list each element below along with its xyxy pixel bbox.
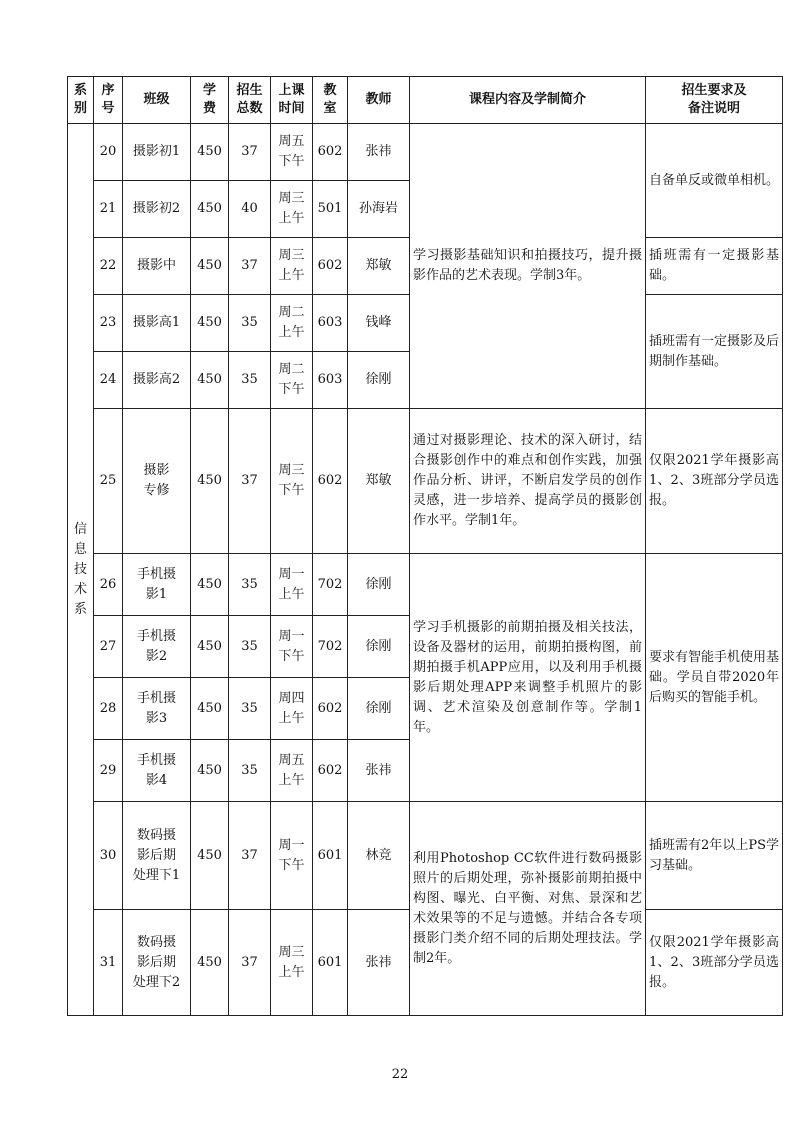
row-class: 手机摄 影2 bbox=[123, 616, 191, 678]
header-fee: 学 费 bbox=[191, 77, 229, 124]
header-content: 课程内容及学制简介 bbox=[410, 77, 646, 124]
note-2: 插班需有一定摄影基础。 bbox=[646, 238, 783, 295]
row-class: 手机摄 影3 bbox=[123, 678, 191, 740]
table-row bbox=[68, 802, 783, 910]
row-no: 30 bbox=[94, 802, 123, 910]
table-row bbox=[68, 554, 783, 616]
note-6: 插班需有2年以上PS学习基础。 bbox=[646, 802, 783, 910]
header-quota: 招生 总数 bbox=[229, 77, 271, 124]
row-time: 周二 上午 bbox=[271, 295, 313, 352]
header-dept: 系 别 bbox=[68, 77, 94, 124]
course-table bbox=[67, 76, 783, 1016]
row-room: 602 bbox=[313, 678, 348, 740]
row-fee: 450 bbox=[191, 554, 229, 616]
row-quota: 35 bbox=[229, 740, 271, 802]
header-notes: 招生要求及 备注说明 bbox=[646, 77, 783, 124]
row-fee: 450 bbox=[191, 910, 229, 1016]
row-teacher: 徐刚 bbox=[348, 678, 410, 740]
row-fee: 450 bbox=[191, 181, 229, 238]
row-quota: 35 bbox=[229, 678, 271, 740]
row-fee: 450 bbox=[191, 238, 229, 295]
row-room: 601 bbox=[313, 802, 348, 910]
content-advanced: 通过对摄影理论、技术的深入研讨，结合摄影创作中的难点和创作实践，加强作品分析、讲评，不断启发学员的创作灵感，进一步培养、提高学员的摄影创作水平。学制1年。 bbox=[410, 409, 646, 554]
row-quota: 35 bbox=[229, 295, 271, 352]
row-teacher: 张祎 bbox=[348, 910, 410, 1016]
row-class: 数码摄 影后期 处理下2 bbox=[123, 910, 191, 1016]
row-time: 周五 下午 bbox=[271, 124, 313, 181]
row-time: 周一 上午 bbox=[271, 554, 313, 616]
row-class: 手机摄 影1 bbox=[123, 554, 191, 616]
row-quota: 37 bbox=[229, 802, 271, 910]
table-row bbox=[68, 409, 783, 554]
row-time: 周三 上午 bbox=[271, 238, 313, 295]
row-room: 601 bbox=[313, 910, 348, 1016]
row-quota: 40 bbox=[229, 181, 271, 238]
row-quota: 35 bbox=[229, 616, 271, 678]
row-fee: 450 bbox=[191, 124, 229, 181]
row-room: 603 bbox=[313, 352, 348, 409]
row-time: 周三 下午 bbox=[271, 409, 313, 554]
note-4: 仅限2021学年摄影高1、2、3班部分学员选报。 bbox=[646, 409, 783, 554]
content-digital: 利用Photoshop CC软件进行数码摄影照片的后期处理，弥补摄影前期拍摄中构图、曝光、白平衡、对焦、景深和艺术效果等的不足与遗憾。并结合各专项摄影门类介绍不同的后期处理技法。学制2年。 bbox=[410, 802, 646, 1016]
row-fee: 450 bbox=[191, 740, 229, 802]
row-class: 摄影高2 bbox=[123, 352, 191, 409]
content-mobile: 学习手机摄影的前期拍摄及相关技法，设备及器材的运用，前期拍摄构图，前期拍摄手机APP应用，以及利用手机摄影后期处理APP来调整手机照片的影调、艺术渲染及创意制作等。学制1年。 bbox=[410, 554, 646, 802]
row-class: 数码摄 影后期 处理下1 bbox=[123, 802, 191, 910]
row-class: 摄影初1 bbox=[123, 124, 191, 181]
row-no: 31 bbox=[94, 910, 123, 1016]
table-row bbox=[68, 124, 783, 181]
row-room: 602 bbox=[313, 409, 348, 554]
row-teacher: 林竞 bbox=[348, 802, 410, 910]
row-no: 21 bbox=[94, 181, 123, 238]
row-time: 周五 上午 bbox=[271, 740, 313, 802]
row-teacher: 张祎 bbox=[348, 740, 410, 802]
row-class: 摄影 专修 bbox=[123, 409, 191, 554]
row-class: 摄影高1 bbox=[123, 295, 191, 352]
row-teacher: 徐刚 bbox=[348, 616, 410, 678]
row-no: 25 bbox=[94, 409, 123, 554]
header-class: 班级 bbox=[123, 77, 191, 124]
note-7: 仅限2021学年摄影高1、2、3班部分学员选报。 bbox=[646, 910, 783, 1016]
row-room: 602 bbox=[313, 740, 348, 802]
row-class: 摄影中 bbox=[123, 238, 191, 295]
row-time: 周一 下午 bbox=[271, 802, 313, 910]
row-fee: 450 bbox=[191, 295, 229, 352]
row-no: 20 bbox=[94, 124, 123, 181]
row-class: 摄影初2 bbox=[123, 181, 191, 238]
header-teacher: 教师 bbox=[348, 77, 410, 124]
row-no: 26 bbox=[94, 554, 123, 616]
row-teacher: 郑敏 bbox=[348, 409, 410, 554]
row-quota: 37 bbox=[229, 124, 271, 181]
row-no: 29 bbox=[94, 740, 123, 802]
row-teacher: 徐刚 bbox=[348, 554, 410, 616]
row-teacher: 徐刚 bbox=[348, 352, 410, 409]
row-quota: 37 bbox=[229, 910, 271, 1016]
note-1: 自备单反或微单相机。 bbox=[646, 124, 783, 238]
row-fee: 450 bbox=[191, 352, 229, 409]
row-no: 28 bbox=[94, 678, 123, 740]
row-quota: 35 bbox=[229, 352, 271, 409]
row-room: 702 bbox=[313, 554, 348, 616]
row-teacher: 张祎 bbox=[348, 124, 410, 181]
row-teacher: 孙海岩 bbox=[348, 181, 410, 238]
row-time: 周三 上午 bbox=[271, 181, 313, 238]
header-room: 教 室 bbox=[313, 77, 348, 124]
header-no: 序 号 bbox=[94, 77, 123, 124]
row-class: 手机摄 影4 bbox=[123, 740, 191, 802]
row-time: 周三 上午 bbox=[271, 910, 313, 1016]
row-room: 602 bbox=[313, 124, 348, 181]
row-fee: 450 bbox=[191, 802, 229, 910]
header-row bbox=[68, 77, 783, 124]
note-5: 要求有智能手机使用基础。学员自带2020年后购买的智能手机。 bbox=[646, 554, 783, 802]
row-teacher: 郑敏 bbox=[348, 238, 410, 295]
row-no: 27 bbox=[94, 616, 123, 678]
row-room: 702 bbox=[313, 616, 348, 678]
row-quota: 35 bbox=[229, 554, 271, 616]
row-room: 501 bbox=[313, 181, 348, 238]
row-room: 603 bbox=[313, 295, 348, 352]
header-time: 上课 时间 bbox=[271, 77, 313, 124]
row-no: 22 bbox=[94, 238, 123, 295]
page-number: 22 bbox=[391, 1067, 409, 1082]
row-fee: 450 bbox=[191, 678, 229, 740]
row-quota: 37 bbox=[229, 238, 271, 295]
row-no: 23 bbox=[94, 295, 123, 352]
note-3: 插班需有一定摄影及后期制作基础。 bbox=[646, 295, 783, 409]
row-no: 24 bbox=[94, 352, 123, 409]
row-time: 周四 上午 bbox=[271, 678, 313, 740]
row-time: 周二 下午 bbox=[271, 352, 313, 409]
row-fee: 450 bbox=[191, 409, 229, 554]
row-quota: 37 bbox=[229, 409, 271, 554]
row-fee: 450 bbox=[191, 616, 229, 678]
row-room: 602 bbox=[313, 238, 348, 295]
content-basic: 学习摄影基础知识和拍摄技巧，提升摄影作品的艺术表现。学制3年。 bbox=[410, 124, 646, 409]
row-teacher: 钱峰 bbox=[348, 295, 410, 352]
row-time: 周一 下午 bbox=[271, 616, 313, 678]
department-cell: 信 息 技 术 系 bbox=[68, 124, 94, 1016]
